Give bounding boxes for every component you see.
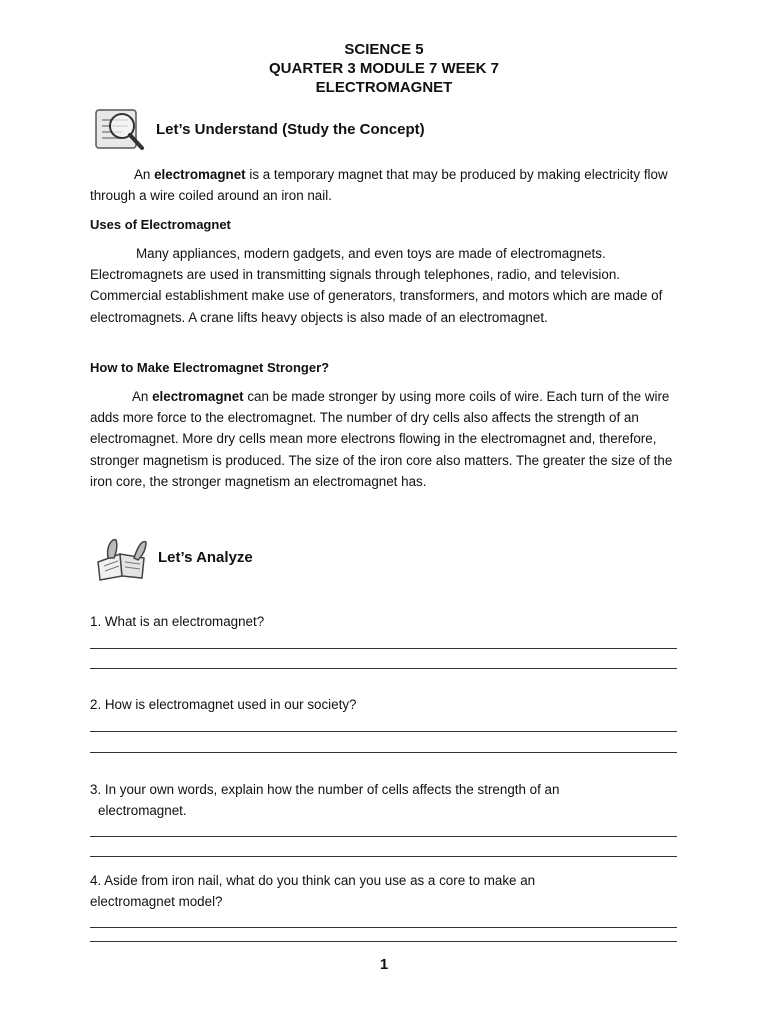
answer-line-3a[interactable]	[90, 836, 677, 837]
question-3	[90, 779, 680, 821]
answer-line-1a[interactable]	[90, 648, 677, 649]
topic-title: ELECTROMAGNET	[315, 79, 453, 96]
module-title: QUARTER 3 MODULE 7 WEEK 7	[268, 60, 500, 77]
intro-paragraph	[90, 164, 680, 206]
intro-term: electromagnet	[154, 167, 246, 182]
stronger-heading: How to Make Electromagnet Stronger?	[90, 360, 330, 375]
subject-title: SCIENCE 5	[344, 41, 424, 58]
intro-text-start: An	[134, 167, 155, 182]
worksheet-header	[0, 40, 768, 97]
answer-line-4b[interactable]	[90, 941, 677, 942]
answer-line-2b[interactable]	[90, 752, 677, 753]
answer-line-3b[interactable]	[90, 856, 677, 857]
question-4	[90, 870, 680, 912]
analyze-heading	[94, 532, 253, 582]
stronger-text-end: can be made stronger by using more coils of wire. Each turn of the wire adds more force to the electromagnet. The number of dry cells also affects the strength of an electromagnet. More dry cells mean more electrons flowing in the electromagnet and, therefore, stronger magnetism is produced. The size of the iron core also matters. The greater the size of the iron core, the stronger magnetism an electromagnet has.	[90, 389, 673, 489]
magnifier-icon	[92, 104, 148, 154]
answer-line-1b[interactable]	[90, 668, 677, 669]
page-number: 1	[379, 956, 389, 973]
question-4-line-2: electromagnet model?	[90, 894, 223, 909]
stronger-term: electromagnet	[152, 389, 244, 404]
book-reading-icon	[94, 532, 150, 582]
understand-heading	[92, 104, 425, 154]
uses-paragraph: Many appliances, modern gadgets, and even toys are made of electromagnets. Electromagnets are used in transmitting signals through telephones, radio, and television. Commercial establishment make use of generators, transformers, and motors which are made of electromagnets. A crane lifts heavy objects is also made of an electromagnet.	[90, 246, 663, 325]
answer-line-4a[interactable]	[90, 927, 677, 928]
uses-heading: Uses of Electromagnet	[90, 217, 231, 232]
question-2: 2. How is electromagnet used in our society?	[90, 697, 357, 712]
understand-title: Let’s Understand (Study the Concept)	[156, 120, 425, 138]
question-3-line-1: 3. In your own words, explain how the number of cells affects the strength of an	[90, 782, 560, 797]
question-1: 1. What is an electromagnet?	[90, 614, 265, 629]
analyze-title: Let’s Analyze	[158, 548, 253, 566]
question-4-line-1: 4. Aside from iron nail, what do you think can you use as a core to make an	[90, 873, 536, 888]
stronger-paragraph	[90, 386, 680, 492]
answer-line-2a[interactable]	[90, 731, 677, 732]
stronger-text-start: An	[132, 389, 153, 404]
intro-text-end: is a temporary magnet that may be produced by making electricity flow through a wire coiled around an iron nail.	[90, 167, 668, 204]
question-3-line-2: electromagnet.	[98, 803, 187, 818]
